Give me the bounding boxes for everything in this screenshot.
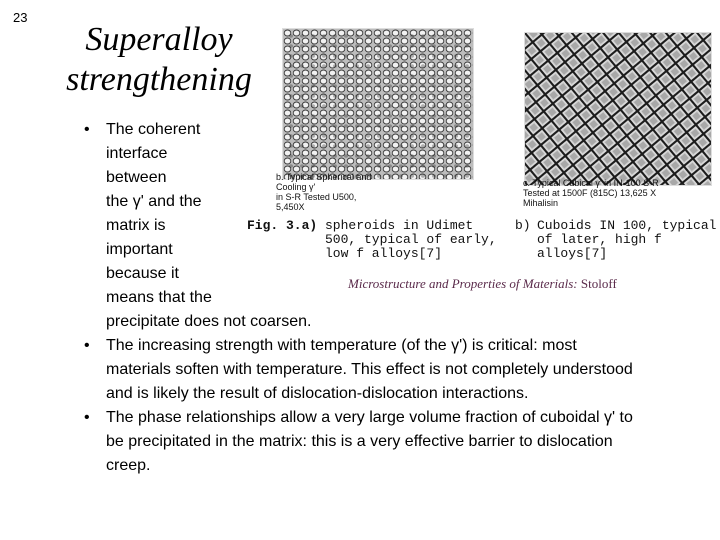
bullet-1-line: precipitate does not coarsen. — [106, 313, 312, 330]
fig-text-a: spheroids in Udimet 500, typical of early, low f alloys[7] — [325, 218, 497, 261]
bullet-strength-temperature: • The increasing strength with temperature (of the γ') is critical: most materials soften with temperature. This effect is not completely understood and is likely the result of dislocation-dislocation interactions. — [80, 334, 640, 406]
fig-label-b: b) — [515, 218, 531, 233]
bullet-1-line: between — [106, 169, 167, 186]
bullet-phase-relationships: • The phase relationships allow a very large volume fraction of cuboidal γ' to be precipitated in the matrix: this is a very effective barrier to dislocation creep. — [80, 406, 640, 478]
slide-title — [44, 20, 274, 100]
bullet-coherent-interface — [80, 118, 366, 334]
title-line-1: Superalloy — [85, 21, 233, 58]
left-caption-line-1: b. Typical Spherical and Cooling γ' — [276, 172, 372, 192]
bullet-1-line: the γ' and the — [106, 193, 202, 210]
fig-text-b: Cuboids IN 100, typical of later, high f alloys[7] — [537, 218, 717, 261]
source-author: Stoloff — [580, 276, 617, 291]
right-caption-line-3: Mihalisin — [523, 198, 559, 208]
right-caption-line-1: c. Typical Cubical γ' in IN-100 S-R — [523, 178, 659, 188]
bullet-1-line: means that the — [106, 289, 212, 306]
slide-number: 23 — [13, 10, 28, 25]
left-caption-line-2: in S-R Tested U500, 5,450X — [276, 192, 357, 212]
bullet-1-line: interface — [106, 145, 168, 162]
bullet-1-line: • The coherent — [106, 121, 201, 138]
right-caption-line-2: Tested at 1500F (815C) 13,625 X — [523, 188, 657, 198]
bullet-1-line: matrix is — [106, 217, 166, 234]
bullet-list — [80, 118, 640, 478]
bullet-1-line: because it — [106, 265, 179, 282]
fig-label-a: Fig. 3.a) — [247, 218, 318, 233]
bullet-1-line: important — [106, 241, 173, 258]
title-line-2: strengthening — [66, 61, 252, 98]
source-title: Microstructure and Properties of Materials: — [348, 276, 578, 291]
